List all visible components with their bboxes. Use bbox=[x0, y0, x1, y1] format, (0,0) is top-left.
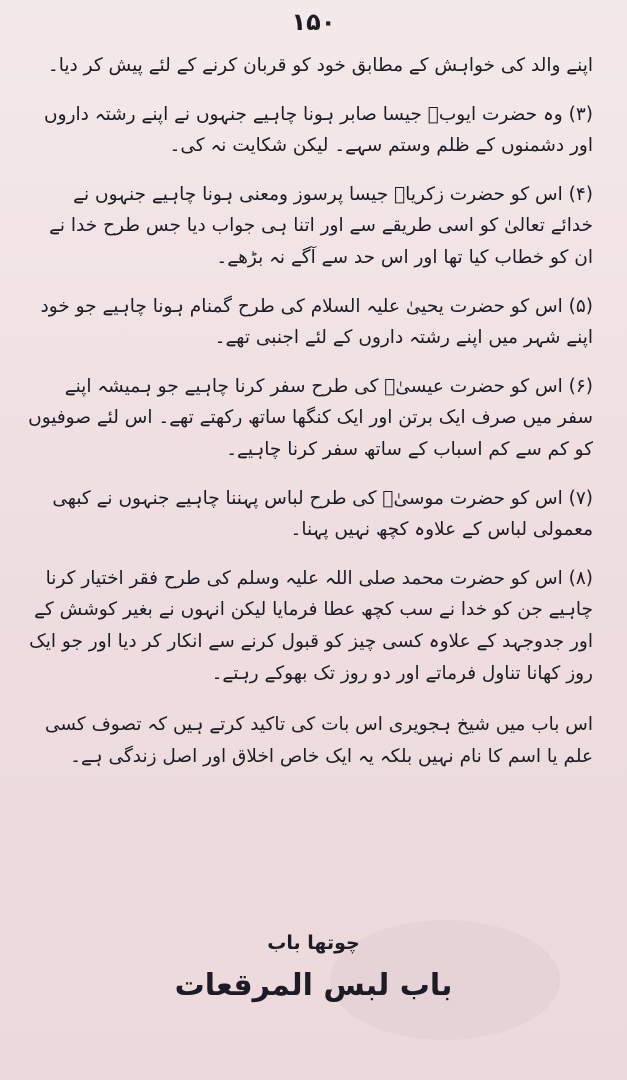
chapter-label: چوتھا باب bbox=[267, 932, 360, 954]
paragraph-5: (۶) اس کو حضرت عیسیٰؑ کی طرح سفر کرنا چاہیے جو ہمیشہ اپنے سفر میں صرف ایک برتن اور ایک کنگھا ساتھ رکھتے تھے۔ اس لئے صوفیوں کو کم سے کم اسباب کے ساتھ سفر کرنا چاہیے۔ bbox=[28, 375, 593, 460]
paragraph-8: اس باب میں شیخ ہجویری اس بات کی تاکید کرتے ہیں کہ تصوف کسی علم یا اسم کا نام نہیں بلکہ یہ ایک خاص اخلاق اور اصل زندگی ہے۔ bbox=[45, 714, 593, 767]
body-text bbox=[28, 50, 593, 789]
paragraph-4: (۵) اس کو حضرت یحییٰ علیہ السلام کی طرح گمنام ہونا چاہیے جو خود اپنے شہر میں اپنے رشتہ داروں کے لئے اجنبی تھے۔ bbox=[40, 295, 593, 349]
paragraph-6: (۷) اس کو حضرت موسیٰؑ کی طرح لباس پہننا چاہیے جنہوں نے کبھی معمولی لباس کے علاوہ کچھ نہیں پہنا۔ bbox=[52, 487, 593, 541]
chapter-title: باب لبس المرقعات bbox=[174, 968, 453, 1003]
paragraph-7: (۸) اس کو حضرت محمد صلی اللہ علیہ وسلم کی طرح فقر اختیار کرنا چاہیے جن کو خدا نے سب کچھ عطا فرمایا لیکن انہوں نے بغیر کوشش کے اور جدوجہد کے علاوہ کسی چیز کو قبول کرنے سے انکار کر دیا اور جو ایک روز کھانا تناول فرماتے اور دو روز تک بھوکے رہتے۔ bbox=[29, 567, 593, 684]
page-number: ۱۵۰ bbox=[291, 8, 336, 36]
paragraph-3: (۴) اس کو حضرت زکریاؑ جیسا پرسوز ومعنی ہونا چاہیے جنہوں نے خدائے تعالیٰ کو اسی طریقے سے اور اتنا ہی جواب دیا جس طرح خدا نے ان کو خطاب کیا تھا اور اس حد سے آگے نہ بڑھے۔ bbox=[49, 183, 593, 268]
paragraph-1: اپنے والد کی خواہش کے مطابق خود کو قربان کرنے کے لئے پیش کر دیا۔ bbox=[47, 55, 593, 76]
paragraph-2: (۳) وہ حضرت ایوبؑ جیسا صابر ہونا چاہیے جنہوں نے اپنے رشتہ داروں اور دشمنوں کے ظلم وستم سہے۔ لیکن شکایت نہ کی۔ bbox=[44, 103, 593, 157]
